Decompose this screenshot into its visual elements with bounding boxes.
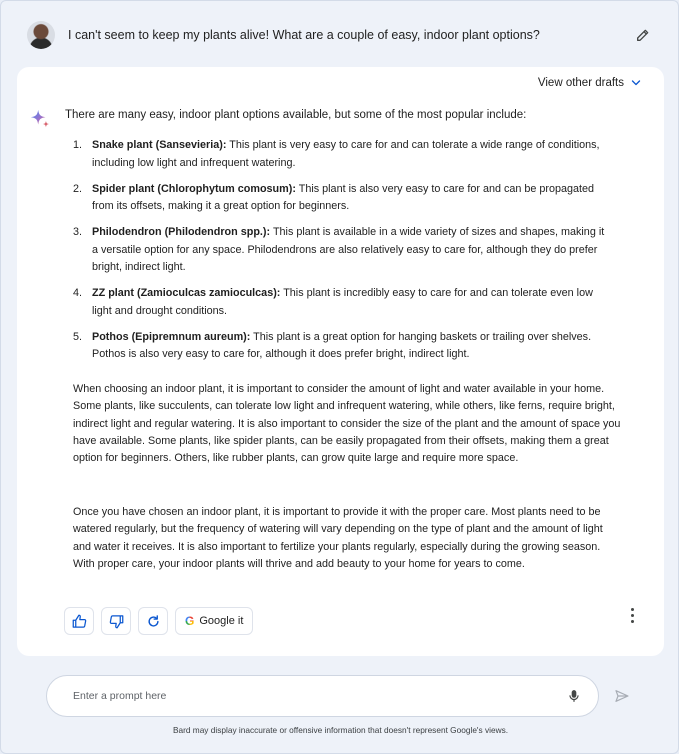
plant-name: Pothos (Epipremnum aureum): [92, 330, 251, 343]
plant-description: This plant is also very easy to care for and can be propagated from its offsets, making it a great option for beginners. [92, 182, 595, 212]
prompt-input[interactable] [71, 689, 564, 703]
user-avatar [27, 21, 55, 49]
more-options-button[interactable] [624, 605, 640, 625]
list-number: 5. [73, 330, 83, 343]
list-number: 2. [73, 182, 83, 195]
plant-name: ZZ plant (Zamioculcas zamioculcas): [92, 287, 281, 299]
list-number: 1. [73, 139, 83, 151]
chevron-down-icon [630, 77, 642, 89]
thumbs-up-icon [72, 614, 87, 629]
response-paragraph-2: Once you have chosen an indoor plant, it is important to provide it with the proper care. Most plants need to be watered regularly, but the frequency of watering will vary depending on the type of plant and the amount of light and water it receives. It is also important to fertilize your plants regularly, especially during the growing season. With proper care, your indoor plants will thrive and add beauty to your home for years to come. [73, 506, 603, 570]
send-icon [614, 688, 630, 704]
user-prompt-text: I can't seem to keep my plants alive! What are a couple of easy, indoor plant options? [68, 28, 540, 42]
google-it-button[interactable] [175, 607, 253, 635]
response-actions [64, 607, 253, 635]
refresh-icon [146, 614, 161, 629]
plant-list [73, 137, 613, 372]
more-vert-icon-dot [631, 620, 634, 623]
microphone-button[interactable] [564, 686, 584, 706]
more-vert-icon-dot [631, 614, 634, 617]
google-g-icon: G [185, 614, 195, 628]
plant-description: This plant is a great option for hanging baskets or trailing over shelves. Pothos is also very easy to care for, although it does prefer bright, indirect light. [92, 330, 592, 360]
send-button[interactable] [612, 686, 632, 706]
list-number: 3. [73, 226, 83, 238]
response-paragraph-1: When choosing an indoor plant, it is important to consider the amount of light and water available in your home. Some plants, like succulents, can tolerate low light and infrequent watering, while others, like ferns, require bright, indirect light and regular watering. It is also important to consider the size of the plant and the amount of space you have available. Some plants, like spider plants, can be easily propagated from their offsets, making them a great option for beginners. Others, like rubber plants, can grow quite large and require more space. [73, 383, 621, 465]
plant-name: Spider plant (Chlorophytum comosum): [92, 182, 296, 195]
list-item [73, 329, 613, 364]
view-other-drafts-button[interactable] [538, 77, 642, 89]
regenerate-button[interactable] [138, 607, 168, 635]
plant-description: This plant is available in a wide variety of sizes and shapes, making it a versatile option for any space. Philodendrons are also relatively easy to care for, although they do prefer bright, indirect light. [92, 226, 605, 273]
thumbs-up-button[interactable] [64, 607, 94, 635]
list-item [73, 137, 613, 172]
plant-description: This plant is incredibly easy to care for and can tolerate even low light and drought conditions. [92, 287, 593, 317]
response-card [17, 67, 664, 656]
list-item [73, 224, 613, 277]
list-item [73, 285, 613, 320]
pencil-icon[interactable] [634, 26, 652, 44]
microphone-icon [567, 688, 581, 704]
bard-sparkle-icon [29, 108, 51, 130]
list-item [73, 181, 613, 216]
prompt-input-container [46, 675, 599, 717]
plant-name: Snake plant (Sansevieria): [92, 139, 227, 151]
list-number: 4. [73, 287, 83, 299]
user-prompt-row [27, 19, 652, 51]
view-drafts-label: View other drafts [537, 77, 624, 89]
plant-name: Philodendron (Philodendron spp.): [92, 226, 271, 238]
thumbs-down-icon [109, 614, 124, 629]
disclaimer-text: Bard may display inaccurate or offensive information that doesn't represent Google's views. [172, 725, 509, 735]
plant-description: This plant is very easy to care for and can tolerate a wide range of conditions, including low light and infrequent watering. [92, 139, 600, 169]
google-it-label: Google it [199, 615, 244, 627]
response-intro: There are many easy, indoor plant options available, but some of the most popular include: [65, 109, 527, 121]
more-vert-icon-dot [631, 608, 634, 611]
thumbs-down-button[interactable] [101, 607, 131, 635]
